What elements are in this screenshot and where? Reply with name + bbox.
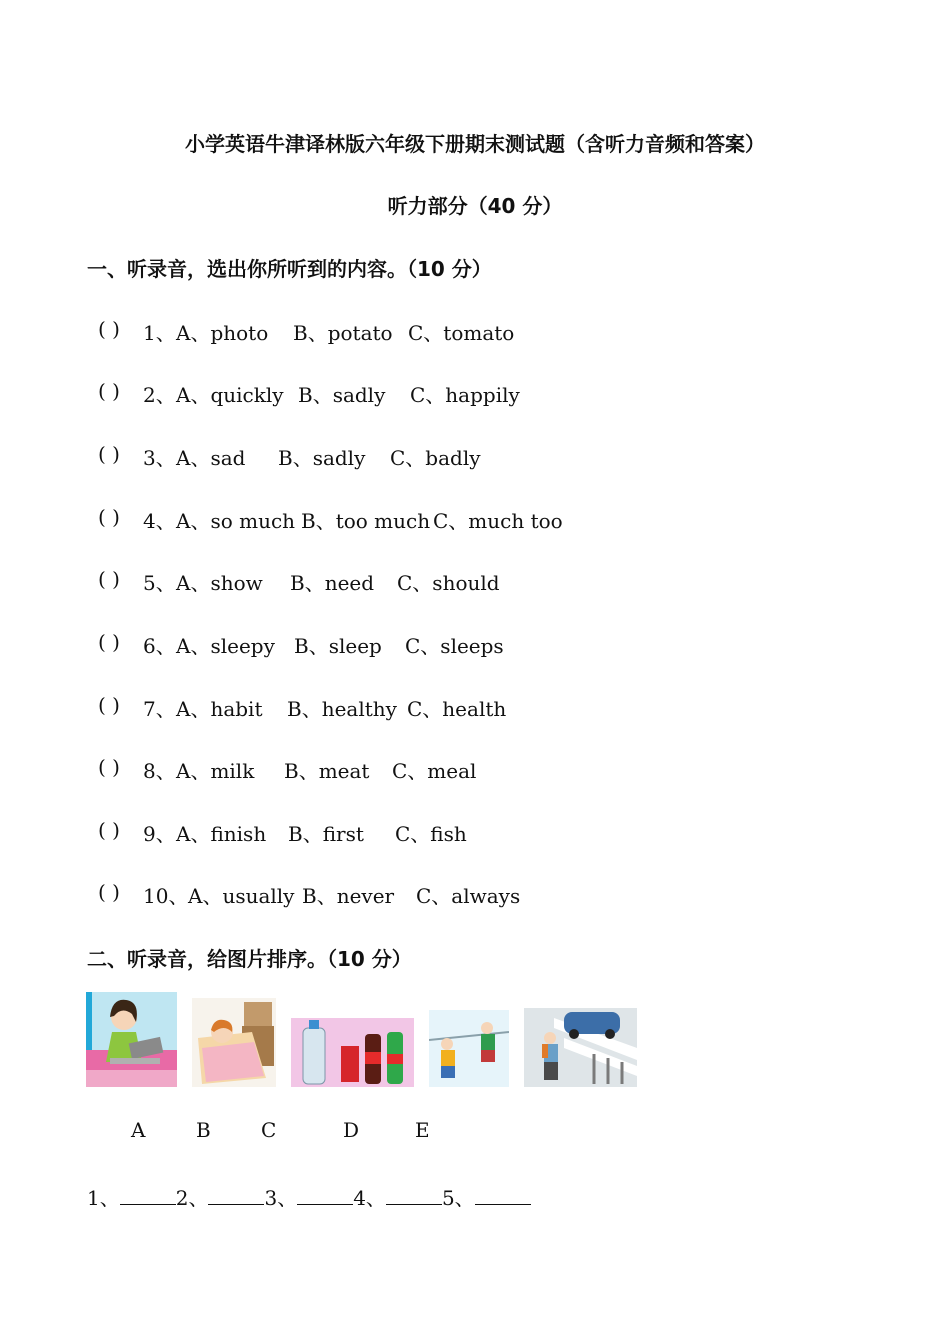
question-number: 8、 [143,759,176,783]
answer-paren: ( ) [98,693,120,717]
option-a: A、quickly [176,383,284,407]
answer-blank[interactable] [120,1186,176,1205]
option-b: B、sadly [298,383,386,407]
option-c: C、should [397,571,500,595]
blank-number: 2、 [175,1186,209,1210]
option-a: A、milk [176,759,255,783]
answer-blank[interactable] [208,1186,264,1205]
picture-label-a: A [131,1118,146,1142]
crossing-road-picture [524,1008,637,1087]
option-a: A、so much [176,509,296,533]
answer-paren: ( ) [98,317,120,341]
option-a: A、photo [176,321,269,345]
option-c: C、much too [433,509,563,533]
blank-number: 1、 [87,1186,120,1210]
question-number: 7、 [143,697,176,721]
drinks-picture [291,1018,414,1087]
option-c: C、badly [390,446,481,470]
option-c: C、fish [395,822,467,846]
question-number: 1、 [143,321,176,345]
child-bed-picture [192,998,276,1087]
option-b: B、meat [284,759,370,783]
section1-heading: 一、听录音，选出你所听到的内容。（10 分） [87,257,492,281]
picture-label-d: D [343,1118,360,1142]
answer-paren: ( ) [98,880,120,904]
option-b: B、potato [293,321,393,345]
option-c: C、always [416,884,521,908]
answer-blanks [87,1182,531,1211]
option-a: A、show [176,571,263,595]
blank-number: 5、 [441,1186,475,1210]
option-b: B、healthy [287,697,397,721]
option-a: A、habit [176,697,263,721]
option-c: C、sleeps [405,634,504,658]
section-subtitle: 听力部分（40 分） [387,194,563,218]
option-b: B、sadly [278,446,366,470]
picture-label-e: E [415,1118,430,1142]
document-title: 小学英语牛津译林版六年级下册期末测试题（含听力音频和答案） [185,132,765,156]
option-c: C、meal [392,759,477,783]
answer-paren: ( ) [98,818,120,842]
answer-blank[interactable] [386,1186,442,1205]
option-c: C、health [407,697,507,721]
answer-blank[interactable] [475,1186,531,1205]
option-a: A、usually [188,884,295,908]
question-number: 4、 [143,509,176,533]
woman-laptop-picture [86,992,177,1087]
option-a: A、sleepy [176,634,275,658]
question-number: 5、 [143,571,176,595]
picture-label-c: C [261,1118,277,1142]
answer-paren: ( ) [98,630,120,654]
blank-number: 3、 [264,1186,298,1210]
option-b: B、too much [301,509,431,533]
option-b: B、first [288,822,364,846]
blank-number: 4、 [353,1186,386,1210]
option-b: B、sleep [294,634,382,658]
answer-paren: ( ) [98,442,120,466]
option-b: B、never [302,884,395,908]
option-c: C、happily [410,383,520,407]
question-number: 10、 [143,884,189,908]
answer-paren: ( ) [98,379,120,403]
picture-strip [0,990,950,1090]
option-c: C、tomato [408,321,515,345]
answer-paren: ( ) [98,505,120,529]
section2-heading: 二、听录音，给图片排序。（10 分） [87,947,412,971]
question-number: 3、 [143,446,176,470]
option-a: A、finish [176,822,267,846]
answer-paren: ( ) [98,567,120,591]
question-number: 9、 [143,822,176,846]
question-number: 2、 [143,383,176,407]
boys-playing-picture [429,1010,509,1087]
picture-label-b: B [196,1118,211,1142]
answer-blank[interactable] [297,1186,353,1205]
question-number: 6、 [143,634,176,658]
option-b: B、need [290,571,375,595]
option-a: A、sad [176,446,246,470]
answer-paren: ( ) [98,755,120,779]
